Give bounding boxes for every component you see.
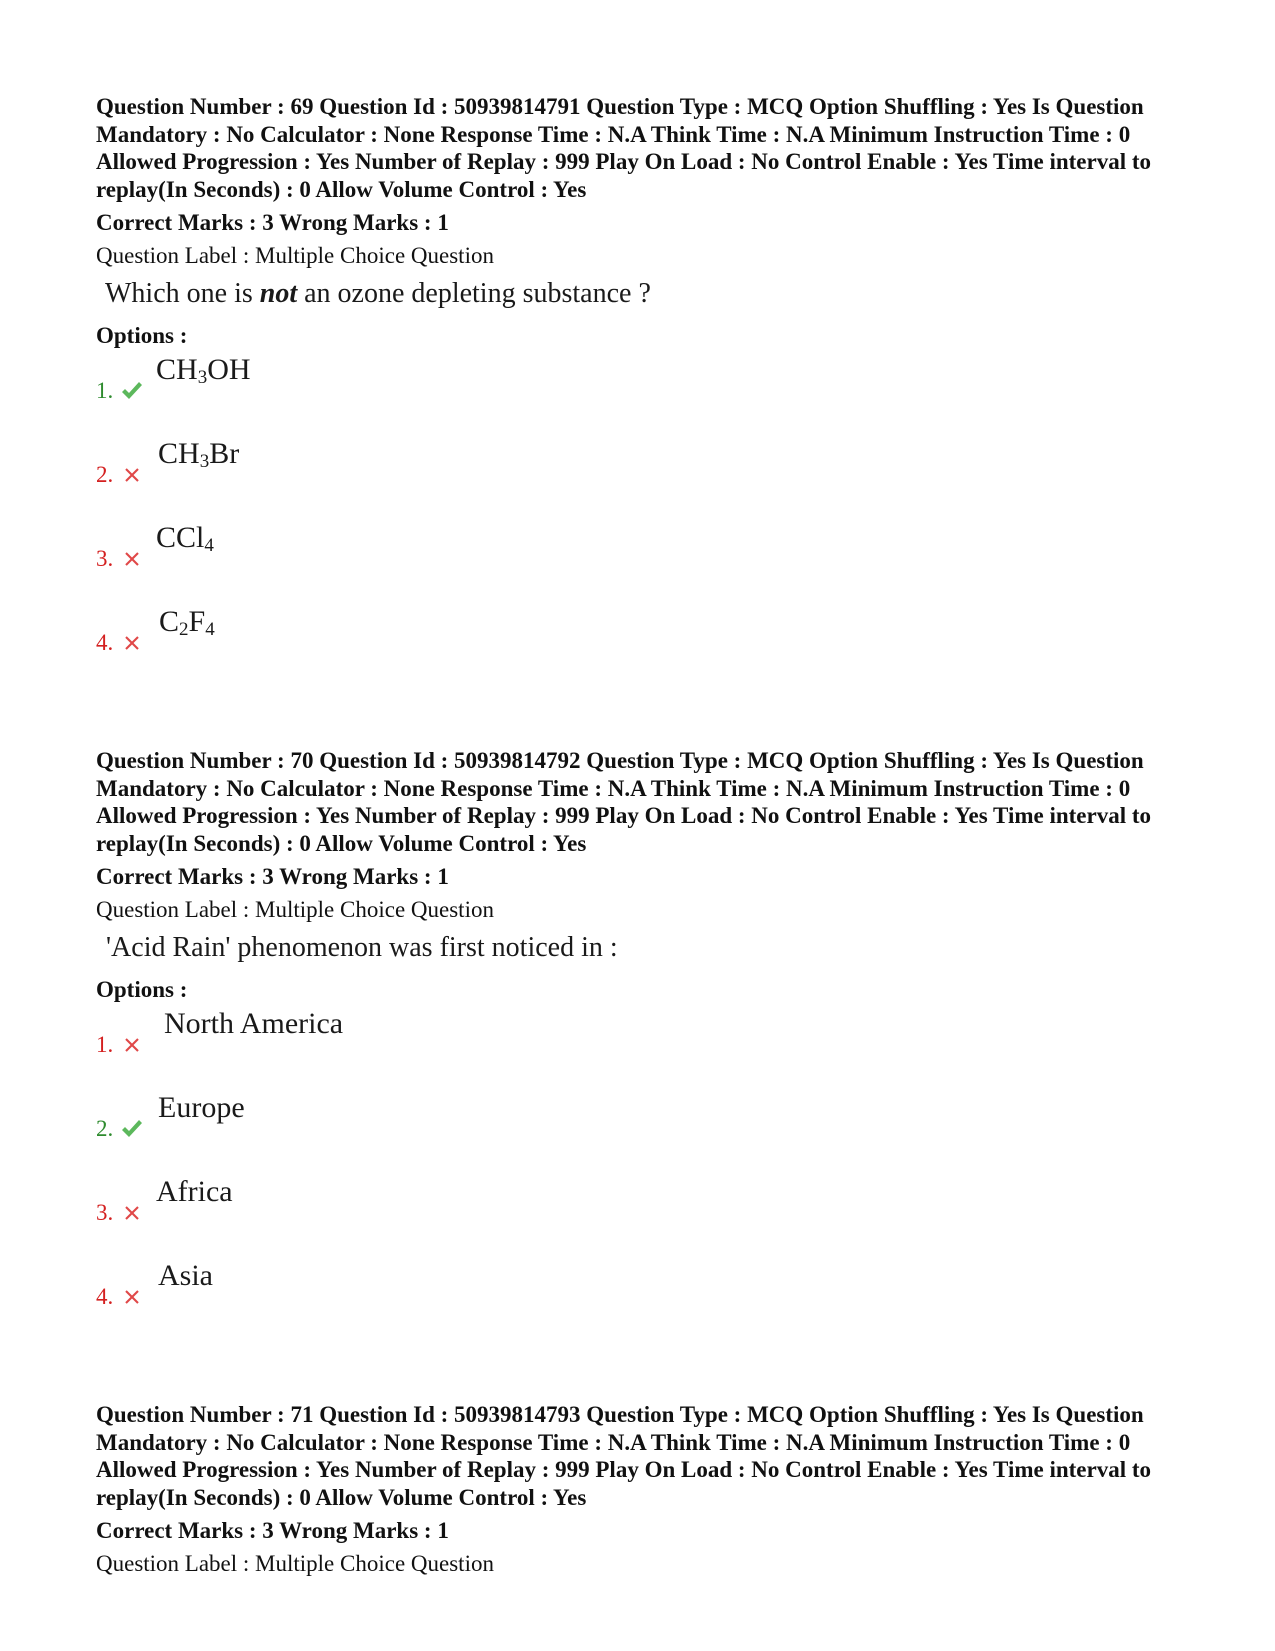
question-70 (96, 747, 1196, 1339)
question-stem: 'Acid Rain' phenomenon was first noticed in : (106, 932, 618, 963)
option-text: CCl$_4$ (156, 521, 214, 556)
question-meta: Question Number : 70 Question Id : 50939814792 Question Type : MCQ Option Shuffling : Yes Is Question Mandatory : No Calculator : None Response Time : N.A Think Time : N.A Minimum Instruction Time : 0 Allowed Progression : Yes Number of Replay : 999 Play On Load : No Control Enable : Yes Time interval to replay(In Seconds) : 0 Allow Volume Control : Yes (96, 748, 1152, 856)
option-2 (96, 433, 1196, 517)
question-meta: Question Number : 71 Question Id : 50939814793 Question Type : MCQ Option Shuffling : Yes Is Question Mandatory : No Calculator : None Response Time : N.A Think Time : N.A Minimum Instruction Time : 0 Allowed Progression : Yes Number of Replay : 999 Play On Load : No Control Enable : Yes Time interval to replay(In Seconds) : 0 Allow Volume Control : Yes (96, 1402, 1152, 1510)
question-69 (96, 93, 1196, 685)
cross-icon (120, 1285, 144, 1309)
option-number: 2. (96, 462, 114, 487)
option-1 (96, 1003, 1196, 1087)
option-3 (96, 517, 1196, 601)
option-text: Asia (158, 1259, 213, 1292)
stem-text-before: Which one is (105, 278, 260, 309)
cross-icon (120, 1201, 144, 1225)
option-number: 2. (96, 1116, 114, 1141)
option-4 (96, 1255, 1196, 1339)
option-4 (96, 601, 1196, 685)
option-text: $C_2F_4$ (159, 605, 215, 640)
cross-icon (120, 631, 144, 655)
question-stem (105, 278, 1196, 310)
cross-icon (120, 547, 144, 571)
check-icon (120, 379, 144, 403)
option-3 (96, 1171, 1196, 1255)
option-number: 3. (96, 546, 114, 571)
question-marks: Correct Marks : 3 Wrong Marks : 1 (96, 210, 449, 235)
option-text: Europe (158, 1091, 245, 1124)
option-text: Africa (156, 1175, 233, 1208)
option-number: 4. (96, 630, 114, 655)
question-71 (96, 1401, 1196, 1577)
option-number: 1. (96, 378, 114, 403)
option-number: 3. (96, 1200, 114, 1225)
question-meta: Question Number : 69 Question Id : 50939814791 Question Type : MCQ Option Shuffling : Yes Is Question Mandatory : No Calculator : None Response Time : N.A Think Time : N.A Minimum Instruction Time : 0 Allowed Progression : Yes Number of Replay : 999 Play On Load : No Control Enable : Yes Time interval to replay(In Seconds) : 0 Allow Volume Control : Yes (96, 94, 1152, 202)
question-marks: Correct Marks : 3 Wrong Marks : 1 (96, 864, 449, 889)
cross-icon (120, 463, 144, 487)
option-text: North America (164, 1007, 344, 1040)
stem-emphasis: not (259, 278, 298, 309)
question-label: Question Label : Multiple Choice Question (96, 897, 494, 922)
option-1 (96, 349, 1196, 433)
stem-text-after: an ozone depleting substance ? (297, 278, 651, 309)
option-number: 1. (96, 1032, 114, 1057)
question-label: Question Label : Multiple Choice Question (96, 243, 494, 268)
option-2 (96, 1087, 1196, 1171)
options-heading: Options : (96, 977, 188, 1002)
option-number: 4. (96, 1284, 114, 1309)
options-heading: Options : (96, 323, 188, 348)
question-label: Question Label : Multiple Choice Question (96, 1551, 494, 1576)
cross-icon (120, 1033, 144, 1057)
check-icon (120, 1117, 144, 1141)
option-text: $CH_3OH$ (156, 353, 251, 388)
question-marks: Correct Marks : 3 Wrong Marks : 1 (96, 1518, 449, 1543)
option-text: $CH_3Br$ (158, 437, 240, 472)
